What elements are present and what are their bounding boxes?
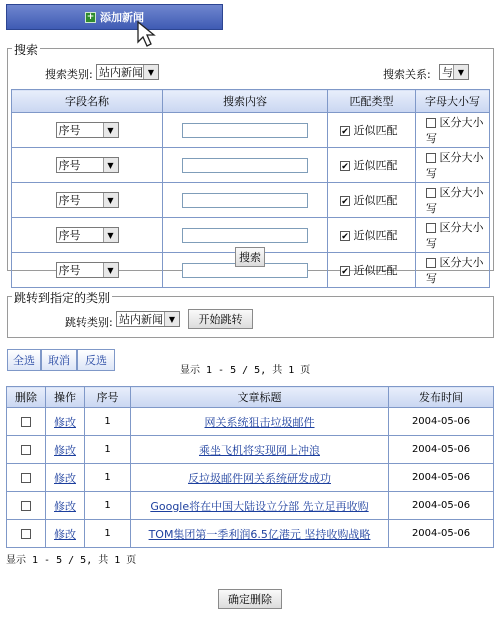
- search-criteria-row: [12, 113, 490, 148]
- column-header: 字母大小写: [416, 90, 490, 113]
- delete-checkbox[interactable]: [21, 445, 31, 455]
- id-cell: 1: [85, 520, 131, 548]
- case-label: 区分大小写: [426, 256, 484, 285]
- id-cell: 1: [85, 436, 131, 464]
- op-cell: [46, 520, 85, 548]
- field-select[interactable]: [56, 157, 119, 173]
- title-cell: [131, 436, 389, 464]
- case-checkbox[interactable]: [426, 258, 436, 268]
- field-cell: [12, 253, 163, 288]
- case-label: 区分大小写: [426, 221, 484, 250]
- invert-selection-button[interactable]: 反选: [77, 349, 115, 371]
- field-select-value: 序号: [58, 229, 81, 242]
- search-content-input[interactable]: [182, 228, 308, 243]
- results-table: [6, 386, 494, 548]
- search-relation-value: 与: [442, 66, 453, 79]
- chevron-down-icon: ▼: [453, 65, 468, 79]
- paging-info-top: 显示 1 - 5 / 5, 共 1 页: [180, 365, 311, 376]
- match-label: 近似匹配: [353, 194, 398, 207]
- date-cell: 2004-05-06: [389, 492, 494, 520]
- chevron-down-icon: ▼: [103, 123, 118, 137]
- column-header: 序号: [85, 387, 131, 408]
- article-title-link[interactable]: 乘坐飞机将实现网上冲浪: [199, 443, 320, 457]
- match-cell: [328, 183, 416, 218]
- match-checkbox[interactable]: ✔: [341, 232, 349, 242]
- chevron-down-icon: ▼: [164, 312, 179, 326]
- search-category-value: 站内新闻: [99, 66, 143, 79]
- case-label: 区分大小写: [426, 116, 484, 145]
- column-header: 搜索内容: [163, 90, 328, 113]
- jump-category-label: 跳转类别:: [65, 316, 113, 329]
- search-category-label: 搜索类别:: [45, 68, 93, 81]
- search-relation-select[interactable]: [439, 64, 469, 80]
- case-cell: [416, 113, 490, 148]
- delete-checkbox[interactable]: [21, 529, 31, 539]
- search-content-input[interactable]: [182, 158, 308, 173]
- delete-cell: [7, 464, 46, 492]
- match-checkbox[interactable]: ✔: [341, 197, 349, 207]
- content-cell: [163, 183, 328, 218]
- match-cell: [328, 253, 416, 288]
- article-title-link[interactable]: Google将在中国大陆设立分部 先立足再收购: [150, 499, 369, 513]
- chevron-down-icon: ▼: [103, 193, 118, 207]
- match-label: 近似匹配: [353, 264, 398, 277]
- edit-link[interactable]: 修改: [54, 415, 76, 429]
- field-cell: [12, 218, 163, 253]
- match-label: 近似匹配: [353, 229, 398, 242]
- delete-cell: [7, 408, 46, 436]
- case-checkbox[interactable]: [426, 223, 436, 233]
- field-select-value: 序号: [58, 264, 81, 277]
- id-cell: 1: [85, 492, 131, 520]
- add-news-label: 添加新闻: [100, 11, 144, 24]
- table-row: [7, 492, 494, 520]
- case-cell: [416, 253, 490, 288]
- match-cell: [328, 148, 416, 183]
- search-button[interactable]: 搜索: [235, 247, 265, 267]
- case-cell: [416, 148, 490, 183]
- chevron-down-icon: ▼: [103, 263, 118, 277]
- cancel-selection-button[interactable]: 取消: [41, 349, 77, 371]
- chevron-down-icon: ▼: [103, 158, 118, 172]
- edit-link[interactable]: 修改: [54, 471, 76, 485]
- search-content-input[interactable]: [182, 193, 308, 208]
- chevron-down-icon: ▼: [103, 228, 118, 242]
- chevron-down-icon: ▼: [143, 65, 158, 79]
- case-cell: [416, 183, 490, 218]
- match-label: 近似匹配: [353, 159, 398, 172]
- add-news-button[interactable]: [6, 4, 223, 30]
- jump-category-select[interactable]: [116, 311, 180, 327]
- table-row: [7, 464, 494, 492]
- column-header: 操作: [46, 387, 85, 408]
- column-header: 发布时间: [389, 387, 494, 408]
- field-cell: [12, 148, 163, 183]
- case-cell: [416, 218, 490, 253]
- article-title-link[interactable]: TOM集团第一季利润6.5亿港元 坚持收购战略: [148, 527, 371, 541]
- select-all-button[interactable]: 全选: [7, 349, 41, 371]
- field-select-value: 序号: [58, 194, 81, 207]
- case-label: 区分大小写: [426, 186, 484, 215]
- title-cell: [131, 520, 389, 548]
- field-select[interactable]: [56, 227, 119, 243]
- table-row: [7, 520, 494, 548]
- jump-category-value: 站内新闻: [119, 313, 163, 326]
- field-select-value: 序号: [58, 124, 81, 137]
- search-category-select[interactable]: [96, 64, 159, 80]
- op-cell: [46, 408, 85, 436]
- plus-icon: +: [86, 11, 95, 22]
- field-select[interactable]: [56, 122, 119, 138]
- date-cell: 2004-05-06: [389, 436, 494, 464]
- start-jump-button[interactable]: 开始跳转: [188, 309, 253, 329]
- paging-info-bottom: 显示 1 - 5 / 5, 共 1 页: [6, 555, 137, 566]
- case-checkbox[interactable]: [426, 118, 436, 128]
- table-row: [7, 408, 494, 436]
- date-cell: 2004-05-06: [389, 464, 494, 492]
- delete-cell: [7, 520, 46, 548]
- content-cell: [163, 148, 328, 183]
- edit-link[interactable]: 修改: [54, 499, 76, 513]
- delete-checkbox[interactable]: [21, 417, 31, 427]
- date-cell: 2004-05-06: [389, 520, 494, 548]
- match-checkbox[interactable]: ✔: [341, 127, 349, 137]
- field-select[interactable]: [56, 192, 119, 208]
- match-checkbox[interactable]: ✔: [341, 267, 349, 277]
- column-header: 文章标题: [131, 387, 389, 408]
- delete-cell: [7, 436, 46, 464]
- article-title-link[interactable]: 反垃圾邮件网关系统研发成功: [188, 471, 331, 485]
- column-header: 匹配类型: [328, 90, 416, 113]
- confirm-delete-button[interactable]: 确定删除: [218, 589, 282, 609]
- content-cell: [163, 113, 328, 148]
- table-row: [7, 436, 494, 464]
- field-select[interactable]: [56, 262, 119, 278]
- delete-checkbox[interactable]: [21, 473, 31, 483]
- search-legend: 搜索: [14, 43, 39, 57]
- title-cell: [131, 464, 389, 492]
- title-cell: [131, 408, 389, 436]
- op-cell: [46, 492, 85, 520]
- field-cell: [12, 113, 163, 148]
- jump-legend: 跳转到指定的类别: [14, 291, 111, 305]
- edit-link[interactable]: 修改: [54, 443, 76, 457]
- field-cell: [12, 183, 163, 218]
- match-cell: [328, 218, 416, 253]
- column-header: 字段名称: [12, 90, 163, 113]
- article-title-link[interactable]: 网关系统狙击垃圾邮件: [204, 415, 315, 429]
- edit-link[interactable]: 修改: [54, 527, 76, 541]
- match-checkbox[interactable]: ✔: [341, 162, 349, 172]
- id-cell: 1: [85, 464, 131, 492]
- search-content-input[interactable]: [182, 123, 308, 138]
- search-criteria-row: [12, 183, 490, 218]
- case-label: 区分大小写: [426, 151, 484, 180]
- date-cell: 2004-05-06: [389, 408, 494, 436]
- op-cell: [46, 436, 85, 464]
- search-relation-label: 搜索关系:: [383, 68, 431, 81]
- delete-cell: [7, 492, 46, 520]
- case-checkbox[interactable]: [426, 188, 436, 198]
- case-checkbox[interactable]: [426, 153, 436, 163]
- title-cell: [131, 492, 389, 520]
- match-label: 近似匹配: [353, 124, 398, 137]
- cursor-icon: [136, 20, 162, 50]
- column-header: 删除: [7, 387, 46, 408]
- field-select-value: 序号: [58, 159, 81, 172]
- id-cell: 1: [85, 408, 131, 436]
- search-criteria-row: [12, 148, 490, 183]
- delete-checkbox[interactable]: [21, 501, 31, 511]
- match-cell: [328, 113, 416, 148]
- op-cell: [46, 464, 85, 492]
